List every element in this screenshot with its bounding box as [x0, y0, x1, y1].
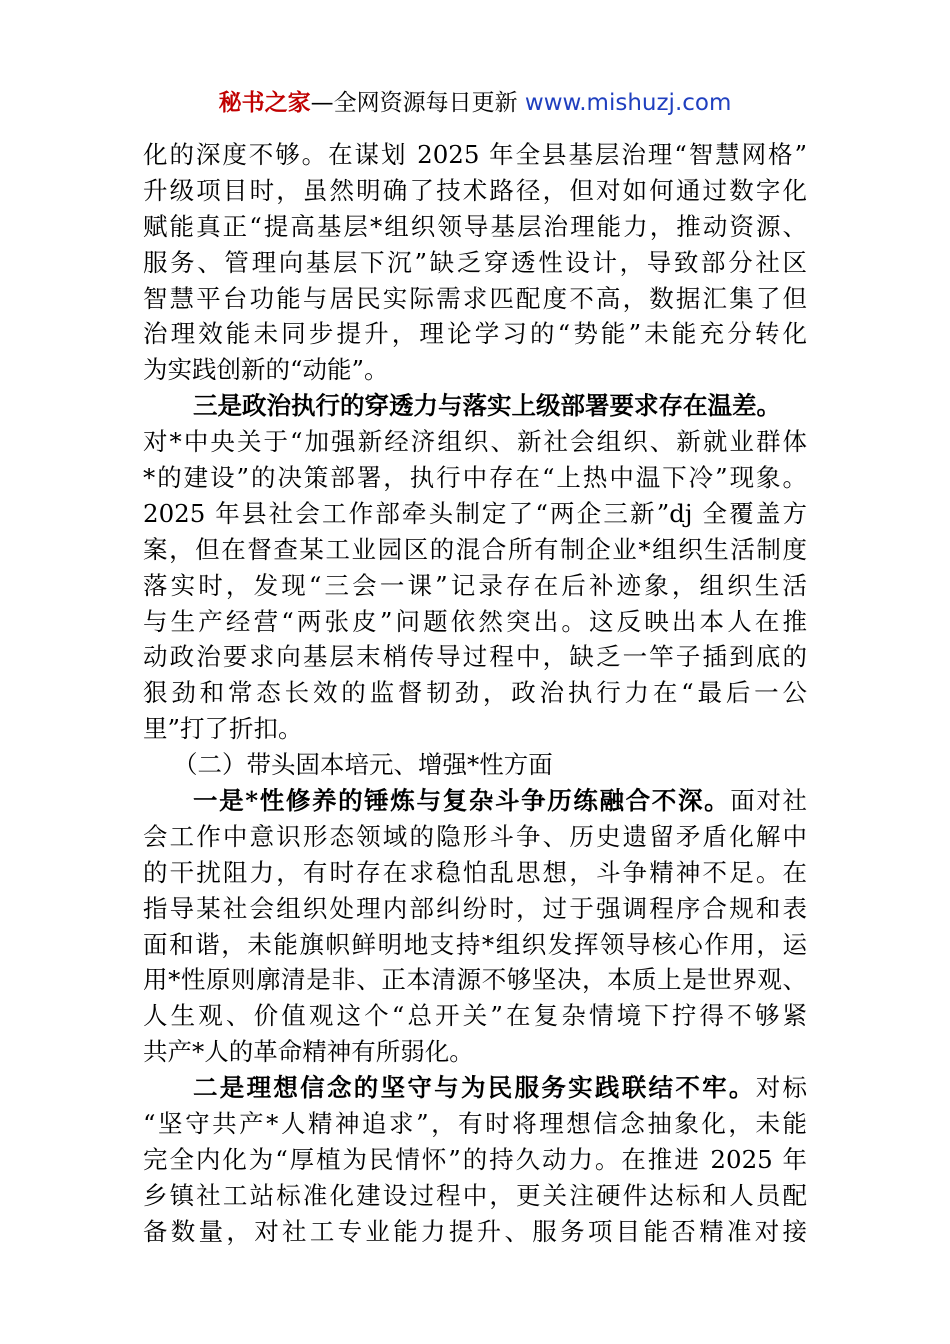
- line-text: 治理效能未同步提升，理论学习的“势能”未能充分转化: [143, 319, 807, 349]
- line-text: 为实践创新的“动能”。: [143, 355, 389, 385]
- line-text: 案，但在督查某工业园区的混合所有制企业*组织生活制度: [143, 534, 807, 564]
- page-header: [0, 86, 950, 120]
- line-text: 2025 年县社会工作部牵头制定了“两企三新”dj 全覆盖方: [143, 498, 807, 528]
- line-text: 智慧平台功能与居民实际需求匹配度不高，数据汇集了但: [143, 283, 807, 313]
- line-text: 指导某社会组织处理内部纠纷时，过于强调程序合规和表: [143, 893, 807, 923]
- line-text: 里”打了折扣。: [143, 714, 303, 744]
- bold-lead: 二是理想信念的坚守与为民服务实践联结不牢。: [193, 1073, 756, 1103]
- line-text: 用*性原则廓清是非、正本清源不够坚决，本质上是世界观、: [143, 965, 807, 995]
- text-line: [143, 245, 807, 281]
- text-line: [143, 783, 807, 819]
- bold-lead: 三是政治执行的穿透力与落实上级部署要求存在温差。: [193, 391, 781, 421]
- text-line: [143, 962, 807, 998]
- text-line: [143, 460, 807, 496]
- body-text: [143, 137, 807, 1250]
- line-text: 落实时，发现“三会一课”记录存在后补迹象，组织生活: [143, 570, 807, 600]
- line-text: 面和谐，未能旗帜鲜明地支持*组织发挥领导核心作用，运: [143, 929, 807, 959]
- line-text: 乡镇社工站标准化建设过程中，更关注硬件达标和人员配: [143, 1180, 807, 1210]
- text-line: [143, 388, 807, 424]
- text-line: [143, 675, 807, 711]
- text-line: [143, 604, 807, 640]
- text-line: [143, 1214, 807, 1250]
- text-line: [143, 209, 807, 245]
- line-text: 对标: [755, 1073, 807, 1103]
- line-text: *的建设”的决策部署，执行中存在“上热中温下冷”现象。: [143, 463, 807, 493]
- text-line: [143, 855, 807, 891]
- text-line: [143, 639, 807, 675]
- line-text: 升级项目时，虽然明确了技术路径，但对如何通过数字化: [143, 175, 807, 205]
- line-text: 动政治要求向基层末梢传导过程中，缺乏一竿子插到底的: [143, 642, 807, 672]
- text-line: [143, 927, 807, 963]
- text-line: [143, 352, 807, 388]
- text-line: [143, 496, 807, 532]
- line-text: 人生观、价值观这个“总开关”在复杂情境下拧得不够紧: [143, 1001, 807, 1031]
- text-line: [143, 1142, 807, 1178]
- text-line: [143, 316, 807, 352]
- text-line: [143, 137, 807, 173]
- line-text: 会工作中意识形态领域的隐形斗争、历史遗留矛盾化解中: [143, 821, 807, 851]
- line-text: 狠劲和常态长效的监督韧劲，政治执行力在“最后一公: [143, 678, 807, 708]
- text-line: [143, 532, 807, 568]
- text-line: [143, 424, 807, 460]
- line-text: “坚守共产*人精神追求”，有时将理想信念抽象化，未能: [143, 1109, 807, 1139]
- bold-lead: 一是*性修养的锤炼与复杂斗争历练融合不深。: [193, 786, 731, 816]
- line-text: 完全内化为“厚植为民情怀”的持久动力。在推进 2025 年: [143, 1144, 807, 1174]
- text-line: [143, 711, 807, 747]
- header-tagline: —全网资源每日更新: [310, 90, 525, 116]
- header-brand: 秘书之家: [218, 90, 311, 116]
- line-text: 对*中央关于“加强新经济组织、新社会组织、新就业群体: [143, 427, 807, 457]
- line-text: 与生产经营“两张皮”问题依然突出。这反映出本人在推: [143, 606, 807, 636]
- text-line: [143, 1106, 807, 1142]
- text-line: [143, 281, 807, 317]
- text-line: [143, 568, 807, 604]
- line-text: 面对社: [730, 786, 807, 816]
- text-line: [143, 173, 807, 209]
- line-text: 的干扰阻力，有时存在求稳怕乱思想，斗争精神不足。在: [143, 857, 807, 887]
- text-line: [143, 1178, 807, 1214]
- text-line: [143, 819, 807, 855]
- text-line: [143, 1034, 807, 1070]
- text-line: [143, 998, 807, 1034]
- text-line: [143, 1070, 807, 1106]
- header-url[interactable]: www.mishuzj.com: [524, 90, 732, 116]
- section-heading: [143, 747, 807, 783]
- text-line: [143, 891, 807, 927]
- line-text: 备数量，对社工专业能力提升、服务项目能否精准对接: [143, 1216, 807, 1246]
- line-text: 服务、管理向基层下沉”缺乏穿透性设计，导致部分社区: [143, 247, 807, 277]
- line-text: （二）带头固本培元、增强*性方面: [173, 750, 553, 780]
- line-text: 共产*人的革命精神有所弱化。: [143, 1037, 474, 1067]
- line-text: 化的深度不够。在谋划 2025 年全县基层治理“智慧网格”: [143, 140, 807, 169]
- line-text: 赋能真正“提高基层*组织领导基层治理能力，推动资源、: [143, 211, 807, 241]
